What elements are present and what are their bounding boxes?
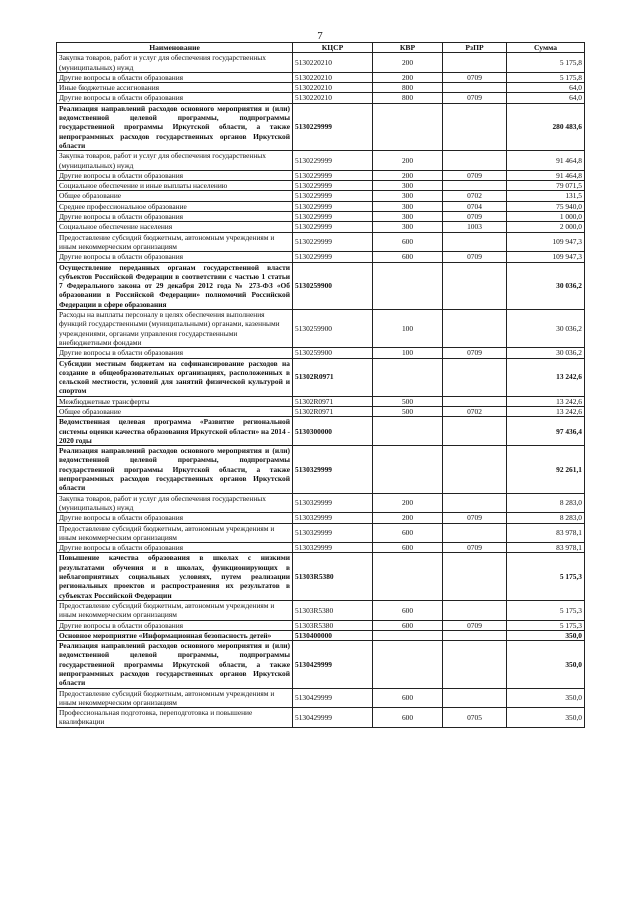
rzpr-cell: 0709 — [443, 93, 507, 103]
kcsr-cell: 51303R5380 — [293, 553, 373, 600]
table-body — [57, 53, 585, 727]
kvr-cell: 300 — [373, 181, 443, 191]
kcsr-cell: 5130329999 — [293, 523, 373, 543]
kvr-cell — [373, 641, 443, 688]
rzpr-cell: 0705 — [443, 708, 507, 728]
sum-cell: 13 242,6 — [507, 358, 585, 396]
table-row — [57, 310, 585, 348]
rzpr-cell — [443, 103, 507, 150]
table-row — [57, 553, 585, 600]
name-cell: Повышение качества образования в школах с низкими результатами обучения и в школах, функционирующих в неблагоприятных социальных условиях, путем реализации региональных проектов и распространения их результатов в субъектах Российской Федерации — [57, 553, 293, 600]
sum-cell: 350,0 — [507, 688, 585, 708]
name-cell: Иные бюджетные ассигнования — [57, 83, 293, 93]
kcsr-cell: 5130229999 — [293, 181, 373, 191]
rzpr-cell — [443, 358, 507, 396]
kcsr-cell: 5130229999 — [293, 191, 373, 201]
sum-cell: 13 242,6 — [507, 396, 585, 406]
rzpr-cell — [443, 83, 507, 93]
rzpr-cell — [443, 262, 507, 309]
kvr-cell: 800 — [373, 93, 443, 103]
name-cell: Закупка товаров, работ и услуг для обеспечения государственных (муниципальных) нужд — [57, 493, 293, 513]
table-row — [57, 708, 585, 728]
name-cell: Осуществление переданных органам государственной власти субъектов Российской Федерации в соответствии с частью 1 статьи 7 Федерального закона от 29 декабря 2012 года № 273-ФЗ «Об образовании в Российской Федерации» полномочий Российской Федерации в сфере образования — [57, 262, 293, 309]
kvr-cell — [373, 358, 443, 396]
table-row — [57, 688, 585, 708]
name-cell: Другие вопросы в области образования — [57, 620, 293, 630]
kvr-cell — [373, 417, 443, 446]
table-row — [57, 620, 585, 630]
kvr-cell: 600 — [373, 600, 443, 620]
name-cell: Предоставление субсидий бюджетным, автономным учреждениям и иным некоммерческим организациям — [57, 232, 293, 252]
rzpr-cell — [443, 151, 507, 171]
kcsr-cell: 5130329999 — [293, 446, 373, 493]
rzpr-cell: 0709 — [443, 543, 507, 553]
name-cell: Другие вопросы в области образования — [57, 348, 293, 358]
sum-cell: 1 000,0 — [507, 212, 585, 222]
kcsr-cell: 5130329999 — [293, 543, 373, 553]
sum-cell: 64,0 — [507, 93, 585, 103]
sum-cell: 30 036,2 — [507, 310, 585, 348]
name-cell: Реализация направлений расходов основного мероприятия и (или) ведомственной целевой программы, подпрограммы государственной программы Иркутской области, а также непрограммных расходов государственных органов Иркутской области — [57, 446, 293, 493]
name-cell: Ведомственная целевая программа «Развитие региональной системы оценки качества образования Иркутской области» на 2014 - 2020 годы — [57, 417, 293, 446]
rzpr-cell — [443, 396, 507, 406]
table-row — [57, 543, 585, 553]
name-cell: Предоставление субсидий бюджетным, автономным учреждениям и иным некоммерческим организациям — [57, 523, 293, 543]
budget-table — [56, 42, 585, 728]
sum-cell: 2 000,0 — [507, 222, 585, 232]
kvr-cell: 300 — [373, 222, 443, 232]
kvr-cell: 600 — [373, 620, 443, 630]
rzpr-cell — [443, 600, 507, 620]
rzpr-cell — [443, 641, 507, 688]
kvr-cell: 600 — [373, 708, 443, 728]
sum-cell: 13 242,6 — [507, 406, 585, 416]
kcsr-cell: 5130329999 — [293, 493, 373, 513]
table-row — [57, 358, 585, 396]
table-row — [57, 170, 585, 180]
table-row — [57, 252, 585, 262]
name-cell: Расходы на выплаты персоналу в целях обеспечения выполнения функций государственными (муниципальными) органами, казенными учреждениями, органами управления государственными внебюджетными фондами — [57, 310, 293, 348]
name-cell: Закупка товаров, работ и услуг для обеспечения государственных (муниципальных) нужд — [57, 151, 293, 171]
kvr-cell: 800 — [373, 83, 443, 93]
rzpr-cell — [443, 630, 507, 640]
kvr-cell: 100 — [373, 310, 443, 348]
header-kvr: КВР — [373, 43, 443, 53]
sum-cell: 83 978,1 — [507, 523, 585, 543]
sum-cell: 8 283,0 — [507, 513, 585, 523]
kvr-cell: 600 — [373, 523, 443, 543]
sum-cell: 97 436,4 — [507, 417, 585, 446]
kvr-cell: 200 — [373, 72, 443, 82]
kvr-cell: 300 — [373, 201, 443, 211]
name-cell: Предоставление субсидий бюджетным, автономным учреждениям и иным некоммерческим организациям — [57, 600, 293, 620]
kvr-cell: 500 — [373, 406, 443, 416]
table-row — [57, 630, 585, 640]
kvr-cell: 300 — [373, 212, 443, 222]
rzpr-cell — [443, 417, 507, 446]
sum-cell: 350,0 — [507, 708, 585, 728]
table-row — [57, 72, 585, 82]
kcsr-cell: 5130220210 — [293, 93, 373, 103]
kvr-cell — [373, 262, 443, 309]
header-name: Наименование — [57, 43, 293, 53]
kcsr-cell: 51303R5380 — [293, 600, 373, 620]
kvr-cell: 100 — [373, 348, 443, 358]
header-rzpr: РзПР — [443, 43, 507, 53]
kvr-cell: 500 — [373, 396, 443, 406]
sum-cell: 91 464,8 — [507, 170, 585, 180]
sum-cell: 350,0 — [507, 641, 585, 688]
sum-cell: 5 175,3 — [507, 600, 585, 620]
table-row — [57, 396, 585, 406]
name-cell: Социальное обеспечение и иные выплаты населению — [57, 181, 293, 191]
kcsr-cell: 5130220210 — [293, 53, 373, 73]
sum-cell: 8 283,0 — [507, 493, 585, 513]
kcsr-cell: 51302R0971 — [293, 406, 373, 416]
rzpr-cell — [443, 553, 507, 600]
kvr-cell: 600 — [373, 688, 443, 708]
kvr-cell: 600 — [373, 543, 443, 553]
table-row — [57, 523, 585, 543]
header-sum: Сумма — [507, 43, 585, 53]
rzpr-cell: 0709 — [443, 620, 507, 630]
sum-cell: 30 036,2 — [507, 262, 585, 309]
kvr-cell: 200 — [373, 513, 443, 523]
kvr-cell — [373, 446, 443, 493]
name-cell: Другие вопросы в области образования — [57, 170, 293, 180]
name-cell: Основное мероприятие «Информационная безопасность детей» — [57, 630, 293, 640]
sum-cell: 91 464,8 — [507, 151, 585, 171]
rzpr-cell — [443, 53, 507, 73]
kcsr-cell: 5130429999 — [293, 641, 373, 688]
rzpr-cell: 0709 — [443, 170, 507, 180]
name-cell: Предоставление субсидий бюджетным, автономным учреждениям и иным некоммерческим организациям — [57, 688, 293, 708]
name-cell: Среднее профессиональное образование — [57, 201, 293, 211]
kcsr-cell: 51303R5380 — [293, 620, 373, 630]
rzpr-cell: 0709 — [443, 252, 507, 262]
kcsr-cell: 5130259900 — [293, 262, 373, 309]
kcsr-cell: 5130229999 — [293, 222, 373, 232]
kcsr-cell: 5130220210 — [293, 83, 373, 93]
kcsr-cell: 5130429999 — [293, 688, 373, 708]
table-row — [57, 417, 585, 446]
kcsr-cell: 5130229999 — [293, 170, 373, 180]
kcsr-cell: 51302R0971 — [293, 358, 373, 396]
rzpr-cell: 1003 — [443, 222, 507, 232]
rzpr-cell — [443, 523, 507, 543]
table-row — [57, 513, 585, 523]
kcsr-cell: 5130229999 — [293, 252, 373, 262]
sum-cell: 5 175,3 — [507, 620, 585, 630]
table-row — [57, 201, 585, 211]
rzpr-cell: 0704 — [443, 201, 507, 211]
sum-cell: 30 036,2 — [507, 348, 585, 358]
name-cell: Субсидии местным бюджетам на софинансирование расходов на создание в общеобразовательных организациях, расположенных в сельской местности, условий для занятий физической культурой и спортом — [57, 358, 293, 396]
table-row — [57, 83, 585, 93]
kcsr-cell: 51302R0971 — [293, 396, 373, 406]
kvr-cell: 200 — [373, 170, 443, 180]
name-cell: Межбюджетные трансферты — [57, 396, 293, 406]
sum-cell: 83 978,1 — [507, 543, 585, 553]
name-cell: Профессиональная подготовка, переподготовка и повышение квалификации — [57, 708, 293, 728]
rzpr-cell: 0709 — [443, 348, 507, 358]
rzpr-cell — [443, 493, 507, 513]
kcsr-cell: 5130300000 — [293, 417, 373, 446]
sum-cell: 280 483,6 — [507, 103, 585, 150]
rzpr-cell — [443, 688, 507, 708]
table-row — [57, 446, 585, 493]
sum-cell: 5 175,8 — [507, 72, 585, 82]
sum-cell: 109 947,3 — [507, 232, 585, 252]
kcsr-cell: 5130229999 — [293, 151, 373, 171]
name-cell: Общее образование — [57, 191, 293, 201]
name-cell: Другие вопросы в области образования — [57, 252, 293, 262]
rzpr-cell: 0709 — [443, 212, 507, 222]
kvr-cell: 200 — [373, 151, 443, 171]
sum-cell: 75 940,0 — [507, 201, 585, 211]
kcsr-cell: 5130400000 — [293, 630, 373, 640]
kcsr-cell: 5130329999 — [293, 513, 373, 523]
table-row — [57, 262, 585, 309]
table-row — [57, 232, 585, 252]
table-row — [57, 103, 585, 150]
rzpr-cell: 0709 — [443, 72, 507, 82]
sum-cell: 131,5 — [507, 191, 585, 201]
name-cell: Реализация направлений расходов основного мероприятия и (или) ведомственной целевой программы, подпрограммы государственной программы Иркутской области, а также непрограммных расходов государственных органов Иркутской области — [57, 103, 293, 150]
rzpr-cell: 0709 — [443, 513, 507, 523]
name-cell: Другие вопросы в области образования — [57, 212, 293, 222]
page-number: 7 — [317, 30, 323, 42]
sum-cell: 109 947,3 — [507, 252, 585, 262]
kcsr-cell: 5130229999 — [293, 201, 373, 211]
sum-cell: 350,0 — [507, 630, 585, 640]
table-row — [57, 406, 585, 416]
kcsr-cell: 5130259900 — [293, 348, 373, 358]
kcsr-cell: 5130429999 — [293, 708, 373, 728]
name-cell: Другие вопросы в области образования — [57, 543, 293, 553]
name-cell: Реализация направлений расходов основного мероприятия и (или) ведомственной целевой программы, подпрограммы государственной программы Иркутской области, а также непрограммных расходов государственных органов Иркутской области — [57, 641, 293, 688]
name-cell: Другие вопросы в области образования — [57, 93, 293, 103]
kcsr-cell: 5130220210 — [293, 72, 373, 82]
rzpr-cell: 0702 — [443, 191, 507, 201]
kcsr-cell: 5130229999 — [293, 103, 373, 150]
kcsr-cell: 5130229999 — [293, 232, 373, 252]
kvr-cell — [373, 103, 443, 150]
table-row — [57, 493, 585, 513]
sum-cell: 5 175,8 — [507, 53, 585, 73]
name-cell: Общее образование — [57, 406, 293, 416]
rzpr-cell — [443, 446, 507, 493]
kvr-cell: 200 — [373, 53, 443, 73]
name-cell: Закупка товаров, работ и услуг для обеспечения государственных (муниципальных) нужд — [57, 53, 293, 73]
table-row — [57, 641, 585, 688]
sum-cell: 5 175,3 — [507, 553, 585, 600]
rzpr-cell — [443, 181, 507, 191]
table-row — [57, 600, 585, 620]
sum-cell: 79 071,5 — [507, 181, 585, 191]
kvr-cell — [373, 630, 443, 640]
table-row — [57, 53, 585, 73]
table-row — [57, 348, 585, 358]
sum-cell: 92 261,1 — [507, 446, 585, 493]
rzpr-cell — [443, 232, 507, 252]
name-cell: Другие вопросы в области образования — [57, 72, 293, 82]
name-cell: Другие вопросы в области образования — [57, 513, 293, 523]
name-cell: Социальное обеспечение населения — [57, 222, 293, 232]
kvr-cell: 200 — [373, 493, 443, 513]
kvr-cell: 300 — [373, 191, 443, 201]
table-row — [57, 151, 585, 171]
table-row — [57, 212, 585, 222]
table-row — [57, 181, 585, 191]
table-header-row — [57, 43, 585, 53]
sum-cell: 64,0 — [507, 83, 585, 93]
table-row — [57, 222, 585, 232]
table-row — [57, 93, 585, 103]
kvr-cell — [373, 553, 443, 600]
table-row — [57, 191, 585, 201]
kvr-cell: 600 — [373, 232, 443, 252]
kvr-cell: 600 — [373, 252, 443, 262]
rzpr-cell — [443, 310, 507, 348]
kcsr-cell: 5130229999 — [293, 212, 373, 222]
header-kcsr: КЦСР — [293, 43, 373, 53]
kcsr-cell: 5130259900 — [293, 310, 373, 348]
rzpr-cell: 0702 — [443, 406, 507, 416]
